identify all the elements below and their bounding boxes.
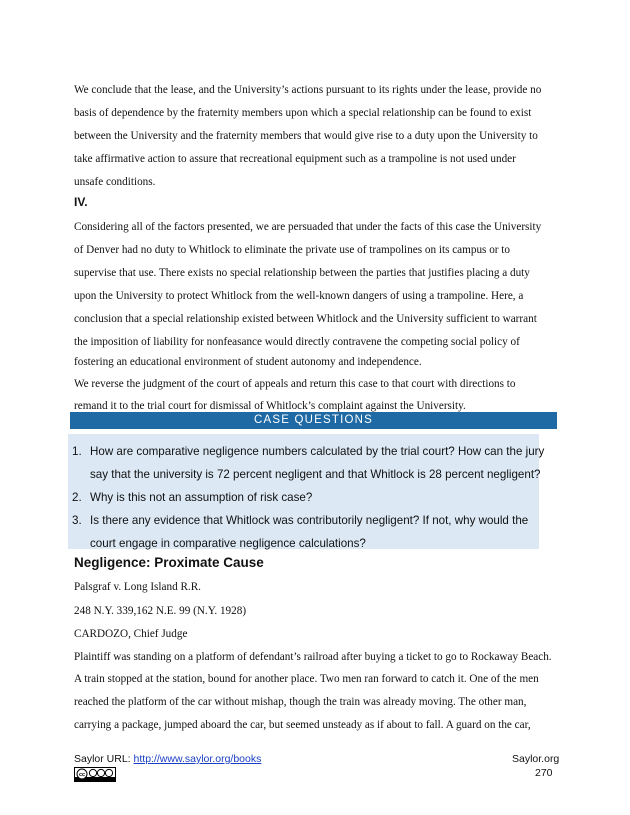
body-text-line: take affirmative action to assure that recreational equipment such as a trampoline is not used under (74, 153, 516, 165)
body-text-line: of Denver had no duty to Whitlock to eliminate the private use of trampolines on its campus or to (74, 244, 511, 256)
question-text-line: How are comparative negligence numbers calculated by the trial court? How can the jury (90, 445, 545, 458)
body-text-line: unsafe conditions. (74, 176, 156, 188)
svg-text:cc: cc (78, 772, 86, 778)
body-text-line: remand it to the trial court for dismissal of Whitlock’s complaint against the University. (74, 400, 466, 412)
body-text-line: Considering all of the factors presented, we are persuaded that under the facts of this case the University (74, 221, 542, 233)
body-text-line: basis of dependence by the fraternity members upon which a special relationship can be found to exist (74, 107, 532, 119)
body-text-line: the imposition of liability for nonfeasance would directly contravene the competing social policy of (74, 336, 520, 348)
case-citation: 248 N.Y. 339,162 N.E. 99 (N.Y. 1928) (74, 605, 247, 617)
body-text-line: fostering an educational environment of student autonomy and independence. (74, 356, 422, 368)
question-text-line: Is there any evidence that Whitlock was contributorily negligent? If not, why would the (90, 514, 529, 527)
case-questions-banner: CASE QUESTIONS (70, 412, 557, 429)
case-name: Palsgraf v. Long Island R.R. (74, 581, 201, 593)
body-text-line: supervise that use. There exists no special relationship between the parties that justifies placing a duty (74, 267, 530, 279)
body-text-line: carrying a package, jumped aboard the car, but seemed unsteady as if about to fall. A guard on the car, (74, 719, 531, 731)
body-text-line: Plaintiff was standing on a platform of defendant’s railroad after buying a ticket to go to Rockaway Beach. (74, 651, 552, 663)
question-text-line: say that the university is 72 percent negligent and that Whitlock is 28 percent negligent? (90, 468, 541, 481)
cc-license-icon[interactable] (74, 767, 116, 782)
body-text-line: We conclude that the lease, and the University’s actions pursuant to its rights under the lease, provide no (74, 84, 542, 96)
body-text-line: conclusion that a special relationship existed between Whitlock and the University sufficient to warrant (74, 313, 537, 325)
body-text-line: We reverse the judgment of the court of appeals and return this case to that court with directions to (74, 378, 516, 390)
body-text-line: between the University and the fraternity members that would give rise to a duty upon the University to (74, 130, 538, 142)
page-number: 270 (535, 767, 553, 779)
question-text-line: court engage in comparative negligence calculations? (90, 537, 366, 550)
body-text-line: upon the University to protect Whitlock from the well-known dangers of using a trampoline. Here, a (74, 290, 524, 302)
judge-name: CARDOZO, Chief Judge (74, 628, 188, 640)
section-heading: IV. (74, 195, 88, 209)
question-number: 1. (72, 445, 82, 458)
question-text-line: Why is this not an assumption of risk case? (90, 491, 313, 504)
footer-source (74, 753, 261, 765)
footer-url-link[interactable]: http://www.saylor.org/books (133, 753, 262, 765)
cc-license-graphic (75, 768, 115, 781)
footer-site: Saylor.org (512, 753, 560, 765)
question-number: 3. (72, 514, 82, 527)
body-text-line: A train stopped at the station, bound for another place. Two men ran forward to catch it. One of the men (74, 673, 539, 685)
body-text-line: reached the platform of the car without mishap, though the train was already moving. The other man, (74, 696, 527, 708)
subsection-heading: Negligence: Proximate Cause (74, 555, 264, 570)
question-number: 2. (72, 491, 82, 504)
footer-url-label: Saylor URL: (74, 753, 134, 765)
